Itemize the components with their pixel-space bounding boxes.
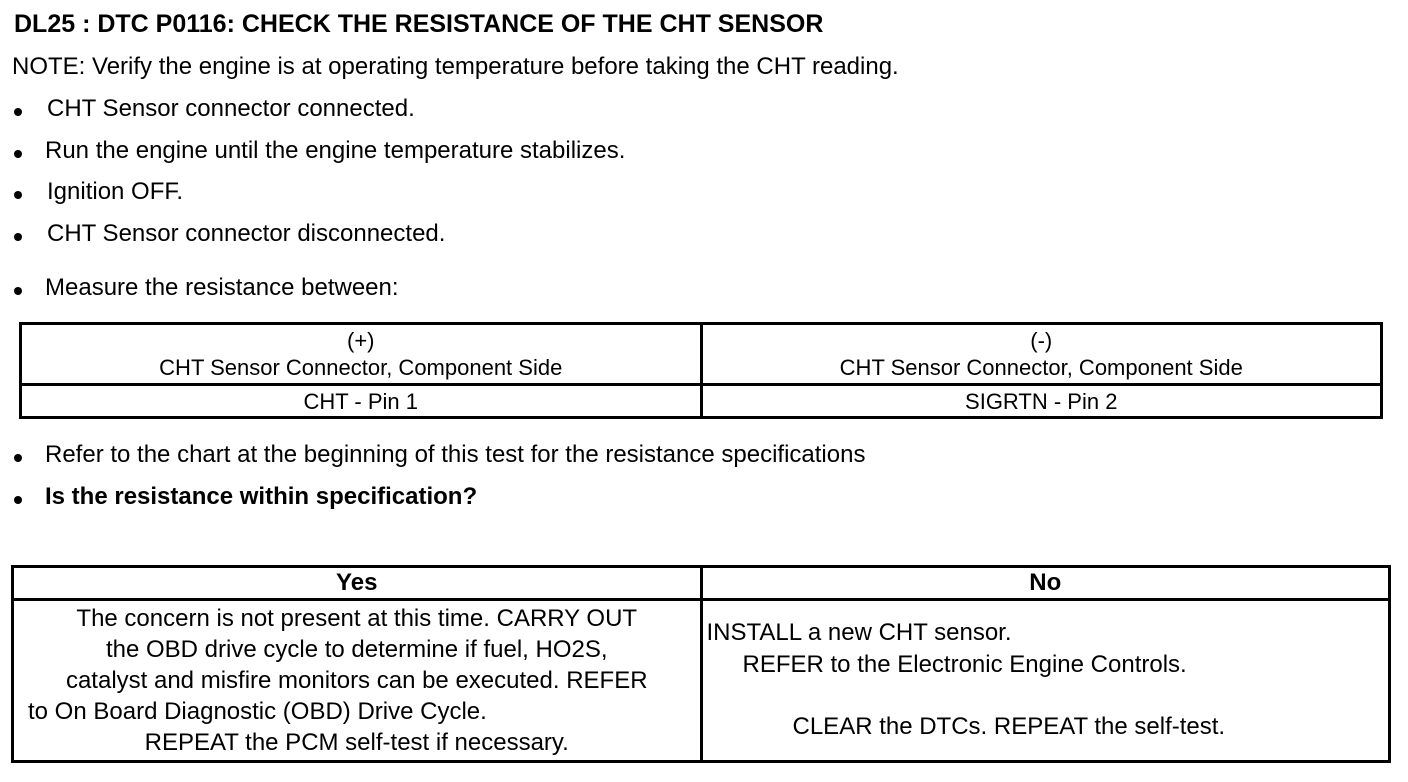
positive-description: CHT Sensor Connector, Component Side bbox=[159, 355, 563, 380]
bullet-icon bbox=[14, 233, 22, 241]
yes-header: Yes bbox=[13, 567, 702, 600]
no-line: REFER to the Electronic Engine Controls. bbox=[742, 651, 1187, 678]
result-table bbox=[11, 565, 1391, 763]
table-row bbox=[21, 385, 1382, 418]
yes-line: the OBD drive cycle to determine if fuel, HO2S, bbox=[105, 636, 608, 663]
yes-cell bbox=[13, 600, 702, 762]
table-row bbox=[13, 600, 1390, 762]
refer-text: Refer to the chart at the beginning of this test for the resistance specifications bbox=[45, 441, 866, 468]
table-row bbox=[21, 324, 1382, 385]
question-text: Is the resistance within specification? bbox=[45, 483, 478, 510]
yes-line: catalyst and misfire monitors can be executed. REFER bbox=[65, 667, 648, 694]
step-text: CHT Sensor connector disconnected. bbox=[47, 220, 446, 247]
bullet-icon bbox=[14, 191, 22, 199]
no-cell bbox=[701, 600, 1390, 762]
step-text: Run the engine until the engine temperature stabilizes. bbox=[45, 137, 626, 164]
step-text: Ignition OFF. bbox=[47, 178, 184, 205]
step-item bbox=[0, 178, 400, 208]
negative-description: CHT Sensor Connector, Component Side bbox=[839, 355, 1243, 380]
negative-pin-cell: SIGRTN - Pin 2 bbox=[701, 385, 1382, 418]
step-item bbox=[0, 441, 1100, 471]
note-text: NOTE: Verify the engine is at operating temperature before taking the CHT reading. bbox=[12, 53, 899, 80]
yes-line: The concern is not present at this time. CARRY OUT bbox=[76, 605, 638, 632]
yes-line: REPEAT the PCM self-test if necessary. bbox=[144, 729, 569, 756]
step-item bbox=[0, 95, 600, 125]
step-item bbox=[0, 137, 800, 167]
no-line: CLEAR the DTCs. REPEAT the self-test. bbox=[792, 713, 1226, 740]
step-text: Measure the resistance between: bbox=[45, 274, 399, 301]
negative-sign: (-) bbox=[1030, 328, 1053, 353]
measurement-table bbox=[19, 322, 1383, 419]
bullet-icon bbox=[14, 150, 22, 158]
bullet-icon bbox=[14, 454, 22, 462]
positive-sign: (+) bbox=[347, 328, 375, 353]
no-header: No bbox=[701, 567, 1390, 600]
step-item bbox=[0, 483, 700, 513]
no-line: INSTALL a new CHT sensor. bbox=[706, 619, 1012, 646]
bullet-icon bbox=[14, 496, 22, 504]
step-text: CHT Sensor connector connected. bbox=[47, 95, 415, 122]
negative-header-cell bbox=[701, 324, 1382, 385]
positive-pin-cell: CHT - Pin 1 bbox=[21, 385, 702, 418]
page-title: DL25 : DTC P0116: CHECK THE RESISTANCE OF THE CHT SENSOR bbox=[14, 10, 824, 38]
positive-header-cell bbox=[21, 324, 702, 385]
bullet-icon bbox=[14, 287, 22, 295]
step-item bbox=[0, 220, 600, 250]
bullet-icon bbox=[14, 108, 22, 116]
yes-line: to On Board Diagnostic (OBD) Drive Cycle. bbox=[28, 698, 487, 725]
step-item bbox=[0, 274, 600, 304]
table-row bbox=[13, 567, 1390, 600]
